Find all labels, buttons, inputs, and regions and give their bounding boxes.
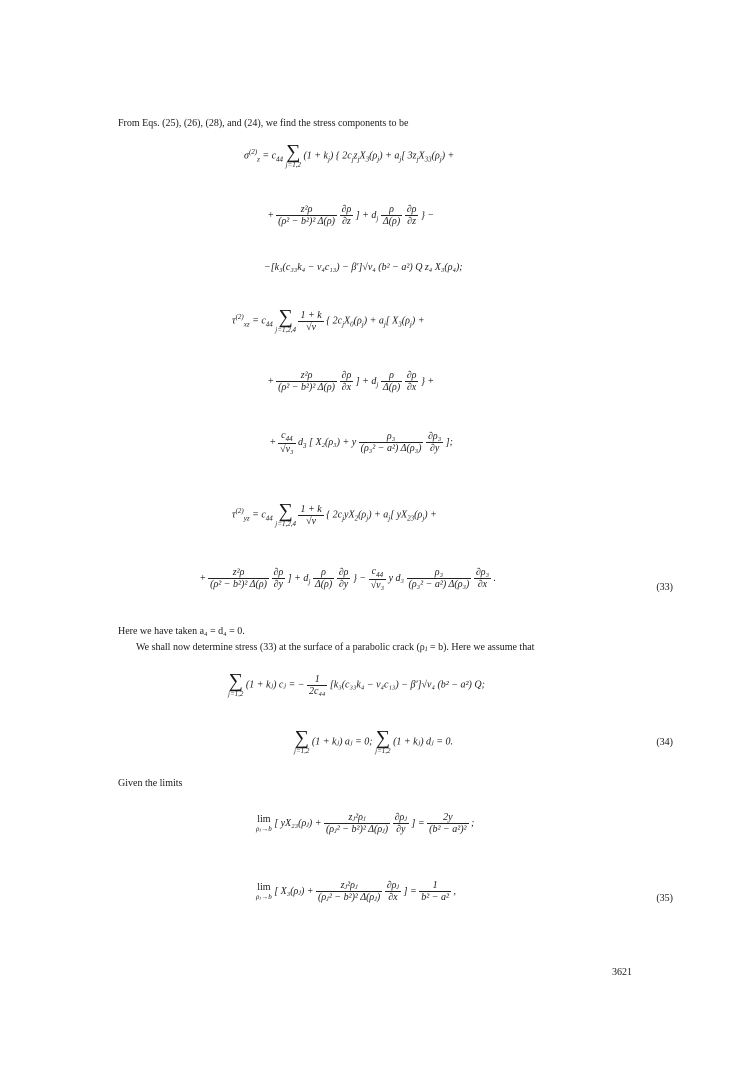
denominator: (ρ² − b²)² Δ(ρ) <box>210 579 267 590</box>
eq-term: [k₃(c₃₃k₄ − ν₄c₁₃) − β′]√ν₄ (b² − a²) Q; <box>329 679 485 691</box>
denominator: Δ(ρ) <box>314 579 333 590</box>
tau-superscript: (2) <box>235 312 244 321</box>
c44-coef: = c <box>252 315 266 327</box>
eq-term: , <box>453 885 456 897</box>
tau-subscript: xz <box>243 320 250 329</box>
denominator: (ρ² − b²)² Δ(ρ) <box>278 216 335 227</box>
eq-term: ) + a <box>368 509 389 521</box>
numerator: ρ₃ <box>407 567 472 579</box>
eq-term: ; <box>471 817 475 829</box>
sigma-superscript: (2) <box>248 147 258 156</box>
eq-term: [ X <box>385 315 399 327</box>
denominator: ∂y <box>338 579 349 590</box>
fraction <box>276 204 337 227</box>
lim-under: ρⱼ→b <box>256 824 272 833</box>
text-limits: Given the limits <box>118 778 183 789</box>
eq-term: X <box>359 150 366 162</box>
eq-term: (1 + kⱼ) cⱼ = − <box>245 679 305 691</box>
eq-term: (1 + kⱼ) aⱼ = 0; <box>311 736 373 748</box>
text-taken: Here we have taken a₄ = d₄ = 0. <box>118 626 245 637</box>
sum-limits: j=1,2 <box>285 161 301 169</box>
numerator: 1 <box>419 880 451 892</box>
denominator: √ν₃ <box>280 444 294 455</box>
numerator: ∂ρ <box>341 370 352 381</box>
sum-operator: ∑ j=1,2 <box>375 727 391 755</box>
eq-term: [ yX₂₃(ρⱼ) + <box>274 817 322 829</box>
eq-term: (ρ <box>401 315 410 327</box>
eq-term: ) + a <box>379 150 400 162</box>
eq-term: (ρ <box>414 509 423 521</box>
eq-term: { 2c <box>326 509 343 521</box>
sum-limits: j=1,2 <box>375 747 391 755</box>
sum-operator: ∑ j=1,2 <box>285 141 301 169</box>
partial-derivative <box>474 567 491 590</box>
denominator: (b² − a²)² <box>429 824 467 835</box>
denominator: 2c₄₄ <box>309 685 326 697</box>
eq-term: (ρ <box>358 509 367 521</box>
denominator: √ν <box>306 321 317 333</box>
eq-term: y d₃ <box>388 572 405 584</box>
lim-under: ρⱼ→b <box>256 892 272 901</box>
eq33-sigma-line2: + $\frac{\text{z²ρ}}{\text{(ρ² − b²)² Δ(ρ)}}$ $\frac{\partial\rho}{\partial z}$ ] + $d_j$ $\frac{\rho}{\Delta(\rho)}$ $\frac{\partial\rho}{\partial z}$ } − <box>268 204 435 227</box>
numerator: ρ <box>381 370 402 382</box>
numerator: ∂ρ <box>406 370 417 381</box>
numerator: ∂ρⱼ <box>386 880 400 891</box>
eq-term: d <box>298 436 304 448</box>
numerator: ∂ρⱼ <box>394 812 407 823</box>
c44-coef: = c <box>262 150 277 162</box>
limit-operator <box>256 815 272 833</box>
eq-term: ) + <box>441 150 455 162</box>
numerator: zⱼ²ρⱼ <box>316 880 382 892</box>
eq-term: (ρ <box>353 315 362 327</box>
numerator: 2y <box>427 812 468 824</box>
eq-term: ]; <box>445 436 453 448</box>
eq-term: ) + <box>411 315 425 327</box>
sum-limits: j=1,2,4 <box>275 520 296 528</box>
numerator: 1 + k <box>300 503 322 515</box>
eq34-line2 <box>294 729 453 755</box>
c44-subscript: 44 <box>265 320 273 329</box>
fraction <box>278 430 295 455</box>
tau-superscript: (2) <box>235 506 244 515</box>
eq-term: (1 + k <box>303 150 328 162</box>
partial-derivative <box>272 567 286 590</box>
eq-term: z <box>353 150 358 162</box>
eq33-sigma-line3: −[k₃(c₃₃k₄ − ν₄c₁₃) − β′]√ν₄ (b² − a²) Q z₄ X₃(ρ₄); <box>264 262 463 273</box>
eq-term: (ρ <box>369 150 378 162</box>
numerator: zⱼ²ρⱼ <box>324 812 390 824</box>
eq-term: X <box>418 150 425 162</box>
eq35-line2 <box>256 880 456 903</box>
sigma-symbol: σ <box>244 150 249 162</box>
c44-subscript: 44 <box>265 514 273 523</box>
eq-term: ) + <box>424 509 437 521</box>
denominator: (ρⱼ² − b²)² Δ(ρⱼ) <box>325 824 389 835</box>
denominator: √ν₃ <box>370 580 385 591</box>
numerator: ∂ρ <box>406 204 417 215</box>
eq34-line1 <box>228 672 485 698</box>
denominator: ∂x <box>341 382 352 393</box>
numerator: ∂ρ₃ <box>427 431 442 442</box>
eq-term: ] = <box>411 817 425 829</box>
eq-term: [ X₃(ρⱼ) + <box>274 885 314 897</box>
equation-number-33: (33) <box>656 582 673 593</box>
numerator: ∂ρ <box>341 204 352 215</box>
fraction <box>359 431 424 454</box>
sum-operator: ∑ j=1,2,4 <box>275 306 296 334</box>
fraction <box>307 674 327 697</box>
intro-paragraph: From Eqs. (25), (26), (28), and (24), we find the stress components to be <box>118 118 409 129</box>
eq33-tau-yz-line: $\tau^{(2)}_{yz} = c_{44}$ ∑ j=1,2,4 $\frac{1 + k}{√\nu}$ { $2c_jyX_2(\rho_j) + a_j$[ $yX_{23}(\rho_j)$ + <box>232 500 437 528</box>
eq-term: ] = <box>403 885 417 897</box>
partial-derivative <box>340 204 354 227</box>
partial-derivative <box>385 880 401 903</box>
denominator: b² − a² <box>421 892 449 903</box>
eq-term: . <box>493 572 497 584</box>
fraction <box>316 880 382 903</box>
sum-limits: j=1,2 <box>294 747 310 755</box>
partial-derivative <box>405 370 419 393</box>
partial-derivative <box>337 567 351 590</box>
denominator: (ρ₃² − a²) Δ(ρ₃) <box>408 579 470 590</box>
denominator: Δ(ρ) <box>382 216 401 227</box>
sum-operator: ∑ j=1,2 <box>228 670 244 698</box>
fraction <box>324 812 390 835</box>
numerator: ρ <box>381 204 402 216</box>
eq-term: ) { 2c <box>329 150 352 162</box>
numerator: ρ <box>313 567 334 579</box>
numerator: 1 <box>307 674 327 686</box>
fraction <box>407 567 472 590</box>
tau-subscript: yz <box>243 514 250 523</box>
denominator: ∂x <box>406 382 417 393</box>
lim-word: lim <box>257 813 271 825</box>
partial-derivative <box>426 431 443 454</box>
eq-term: yX <box>344 509 355 521</box>
c-symbol: c <box>371 566 377 577</box>
fraction <box>276 370 337 393</box>
denominator: (ρ₃² − a²) Δ(ρ₃) <box>360 443 422 454</box>
eq-term: (1 + kⱼ) dⱼ = 0. <box>393 736 453 748</box>
eq35-line1 <box>256 812 474 835</box>
fraction <box>298 504 323 527</box>
eq-term: ] + d <box>287 572 309 584</box>
c-symbol: c <box>281 430 286 441</box>
sigma-subscript: z <box>257 155 260 164</box>
eq-term: [ 3z <box>401 150 417 162</box>
eq33-tau-yz-line2: + $\frac{\text{z²ρ}}{\text{(ρ² − b²)² Δ(ρ)}}$ $\frac{\partial\rho}{\partial y}$ ] + $d_j$ $\frac{\rho}{\Delta(\rho)}$ $\frac{\partial\rho}{\partial y}$ } − $\frac{c_{44}}{\text{√ν₃}}$ y d₃ $\frac{\text{ρ₃}}{\text{(ρ₃² − a²) Δ(ρ₃)}}$ $\frac{\text{∂ρ₃}}{\partial x}$ . <box>200 566 497 591</box>
c-subscript: 44 <box>285 435 293 443</box>
denominator: ∂y <box>396 824 406 835</box>
fraction <box>208 567 269 590</box>
eq-term: } − <box>420 209 435 221</box>
fraction <box>381 204 402 227</box>
eq33-tau-xz-line3: + $\frac{c_{44}}{\text{√ν₃}}$ $d_3$ [ X₂(ρ₃) + y $\frac{\text{ρ₃}}{\text{(ρ₃² − a²) Δ(ρ₃)}}$ $\frac{\text{∂ρ₃}}{\partial y}$ ]; <box>270 430 453 455</box>
equation-number-34: (34) <box>656 737 673 748</box>
eq33-sigma-line: $\sigma^{(2)}_z = c_{44}$ ∑ j=1,2 $(1 + k_j)$ { $2c_jz_jX_3(\rho_j) + a_j$[ $3z_jX_{33}(\rho_j)$ + <box>244 141 455 169</box>
d-subscript: 3 <box>303 441 307 450</box>
fraction <box>313 567 334 590</box>
tau-symbol: τ <box>232 509 236 521</box>
tau-symbol: τ <box>232 315 236 327</box>
numerator: ∂ρ <box>338 567 349 578</box>
partial-derivative <box>405 204 419 227</box>
eq-term: ] + d <box>355 209 377 221</box>
numerator: ∂ρ <box>273 567 284 578</box>
eq-term: (ρ <box>431 150 440 162</box>
numerator: z²ρ <box>276 370 337 382</box>
eq-term: X <box>344 315 351 327</box>
fraction <box>419 880 451 903</box>
eq-term: [ yX <box>390 509 408 521</box>
eq-term: [ X₂(ρ₃) + y <box>309 436 357 448</box>
sum-operator: ∑ j=1,2 <box>294 727 310 755</box>
denominator: ∂y <box>429 443 440 454</box>
denominator: √ν <box>306 515 317 527</box>
sum-limits: j=1,2 <box>228 690 244 698</box>
partial-derivative <box>393 812 409 835</box>
page-number: 3621 <box>612 967 632 978</box>
numerator: ∂ρ₃ <box>475 567 490 578</box>
numerator <box>369 566 386 580</box>
fraction <box>369 566 386 591</box>
denominator: ∂x <box>388 892 398 903</box>
denominator: ∂x <box>477 579 488 590</box>
numerator: 1 + k <box>300 309 322 321</box>
numerator <box>278 430 295 444</box>
denominator: Δ(ρ) <box>382 382 401 393</box>
numerator: z²ρ <box>276 204 337 216</box>
sum-limits: j=1,2,4 <box>275 326 296 334</box>
sum-operator: ∑ j=1,2,4 <box>275 500 296 528</box>
eq-term: ) + a <box>363 315 384 327</box>
fraction <box>427 812 468 835</box>
eq-term: } + <box>420 375 435 387</box>
c44-coef: = c <box>252 509 266 521</box>
numerator: ρ₃ <box>359 431 424 443</box>
lim-word: lim <box>257 881 271 893</box>
denominator: ∂z <box>407 216 416 227</box>
text-determine: We shall now determine stress (33) at the surface of a parabolic crack (ρⱼ = b). Here we assume that <box>136 642 535 653</box>
fraction <box>381 370 402 393</box>
limit-operator <box>256 883 272 901</box>
eq-term: ] + d <box>355 375 377 387</box>
fraction <box>298 310 323 333</box>
denominator: (ρ² − b²)² Δ(ρ) <box>278 382 335 393</box>
numerator: z²ρ <box>208 567 269 579</box>
denominator: ∂y <box>273 579 284 590</box>
equation-number-35: (35) <box>656 893 673 904</box>
denominator: (ρⱼ² − b²)² Δ(ρⱼ) <box>318 892 381 903</box>
partial-derivative <box>340 370 354 393</box>
eq33-tau-xz-line: $\tau^{(2)}_{xz} = c_{44}$ ∑ j=1,2,4 $\frac{1 + k}{√\nu}$ { $2c_jX_0(\rho_j) + a_j$[ $X_3(\rho_j)$ + <box>232 306 425 334</box>
eq-term: { 2c <box>326 315 343 327</box>
c44-subscript: 44 <box>276 155 284 164</box>
eq33-tau-xz-line2: + $\frac{\text{z²ρ}}{\text{(ρ² − b²)² Δ(ρ)}}$ $\frac{\partial\rho}{\partial x}$ ] + $d_j$ $\frac{\rho}{\Delta(\rho)}$ $\frac{\partial\rho}{\partial x}$ } + <box>268 370 435 393</box>
c-subscript: 44 <box>376 571 384 579</box>
denominator: ∂z <box>341 216 351 227</box>
eq-term: } − <box>352 572 367 584</box>
